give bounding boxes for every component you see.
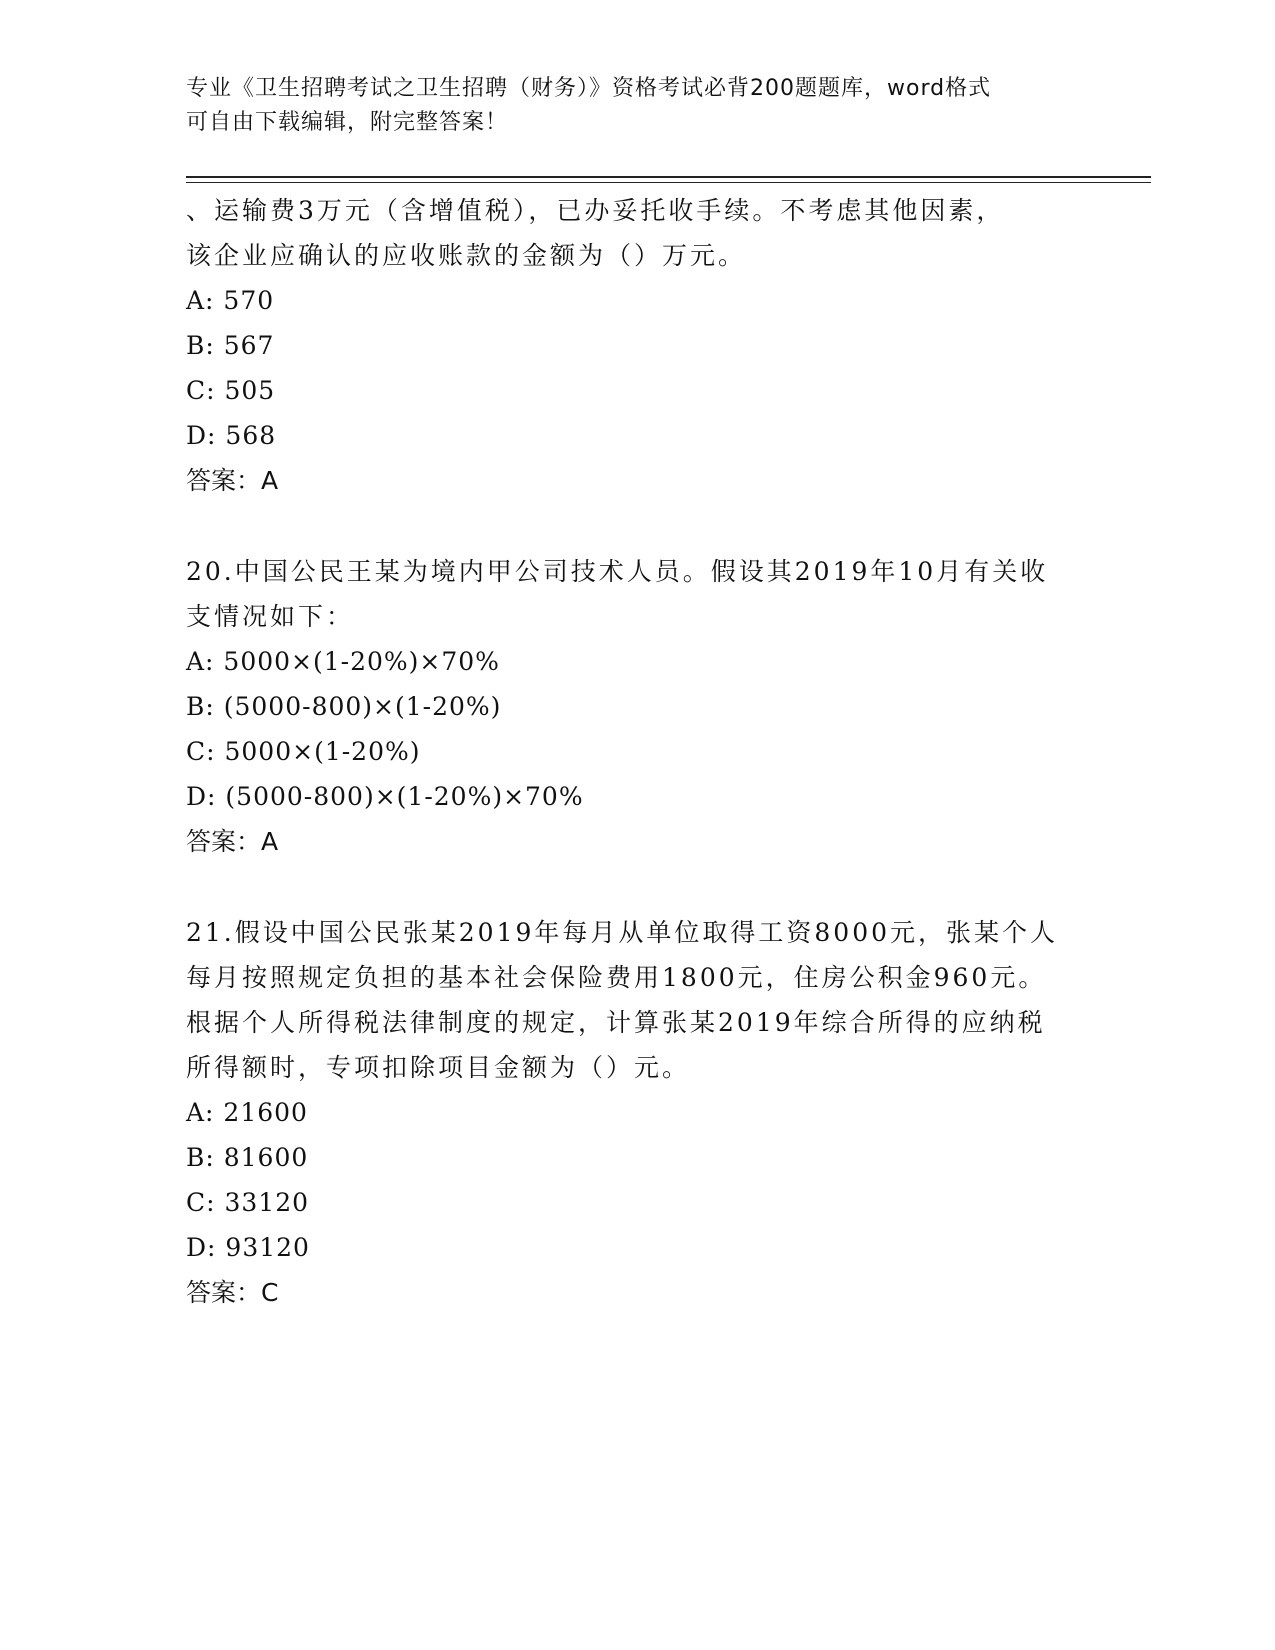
document-body	[186, 188, 1106, 1315]
header-divider-thick	[186, 176, 1151, 178]
answer-label: 答案：A	[186, 827, 279, 856]
option-a: A: 570	[186, 286, 275, 315]
header-title-line-1: 专业《卫生招聘考试之卫生招聘（财务）》资格考试必背200题题库，word格式	[186, 76, 992, 101]
option-a: A: 21600	[186, 1098, 308, 1127]
question-text-line: 支情况如下：	[186, 602, 355, 631]
header-title-line-2: 可自由下载编辑，附完整答案！	[186, 110, 509, 135]
question-19	[186, 188, 1106, 503]
option-b: B: 81600	[186, 1143, 309, 1172]
question-text-line: 根据个人所得税法律制度的规定，计算张某2019年综合所得的应纳税	[186, 1008, 1046, 1037]
document-header	[186, 72, 1086, 140]
answer-label: 答案：C	[186, 1278, 279, 1307]
question-text-line: 每月按照规定负担的基本社会保险费用1800元，住房公积金960元。	[186, 963, 1047, 992]
question-text-line: 21.假设中国公民张某2019年每月从单位取得工资8000元，张某个人	[186, 918, 1059, 947]
option-d: D: (5000-800)×(1-20%)×70%	[186, 782, 584, 811]
question-text-line: 、运输费3万元（含增值税），已办妥托收手续。不考虑其他因素，	[186, 196, 1005, 225]
question-21	[186, 910, 1106, 1315]
question-text-line: 该企业应确认的应收账款的金额为（）万元。	[186, 241, 747, 270]
option-b: B: (5000-800)×(1-20%)	[186, 692, 502, 721]
option-c: C: 505	[186, 376, 276, 405]
option-c: C: 33120	[186, 1188, 310, 1217]
option-a: A: 5000×(1-20%)×70%	[186, 647, 500, 676]
option-c: C: 5000×(1-20%)	[186, 737, 421, 766]
question-text-line: 所得额时，专项扣除项目金额为（）元。	[186, 1053, 691, 1082]
header-divider-thin	[186, 182, 1151, 183]
question-20	[186, 549, 1106, 864]
spacer	[186, 864, 1106, 910]
spacer	[186, 503, 1106, 549]
option-b: B: 567	[186, 331, 275, 360]
option-d: D: 568	[186, 421, 277, 450]
question-text-line: 20.中国公民王某为境内甲公司技术人员。假设其2019年10月有关收	[186, 557, 1049, 586]
option-d: D: 93120	[186, 1233, 310, 1262]
answer-label: 答案：A	[186, 466, 279, 495]
